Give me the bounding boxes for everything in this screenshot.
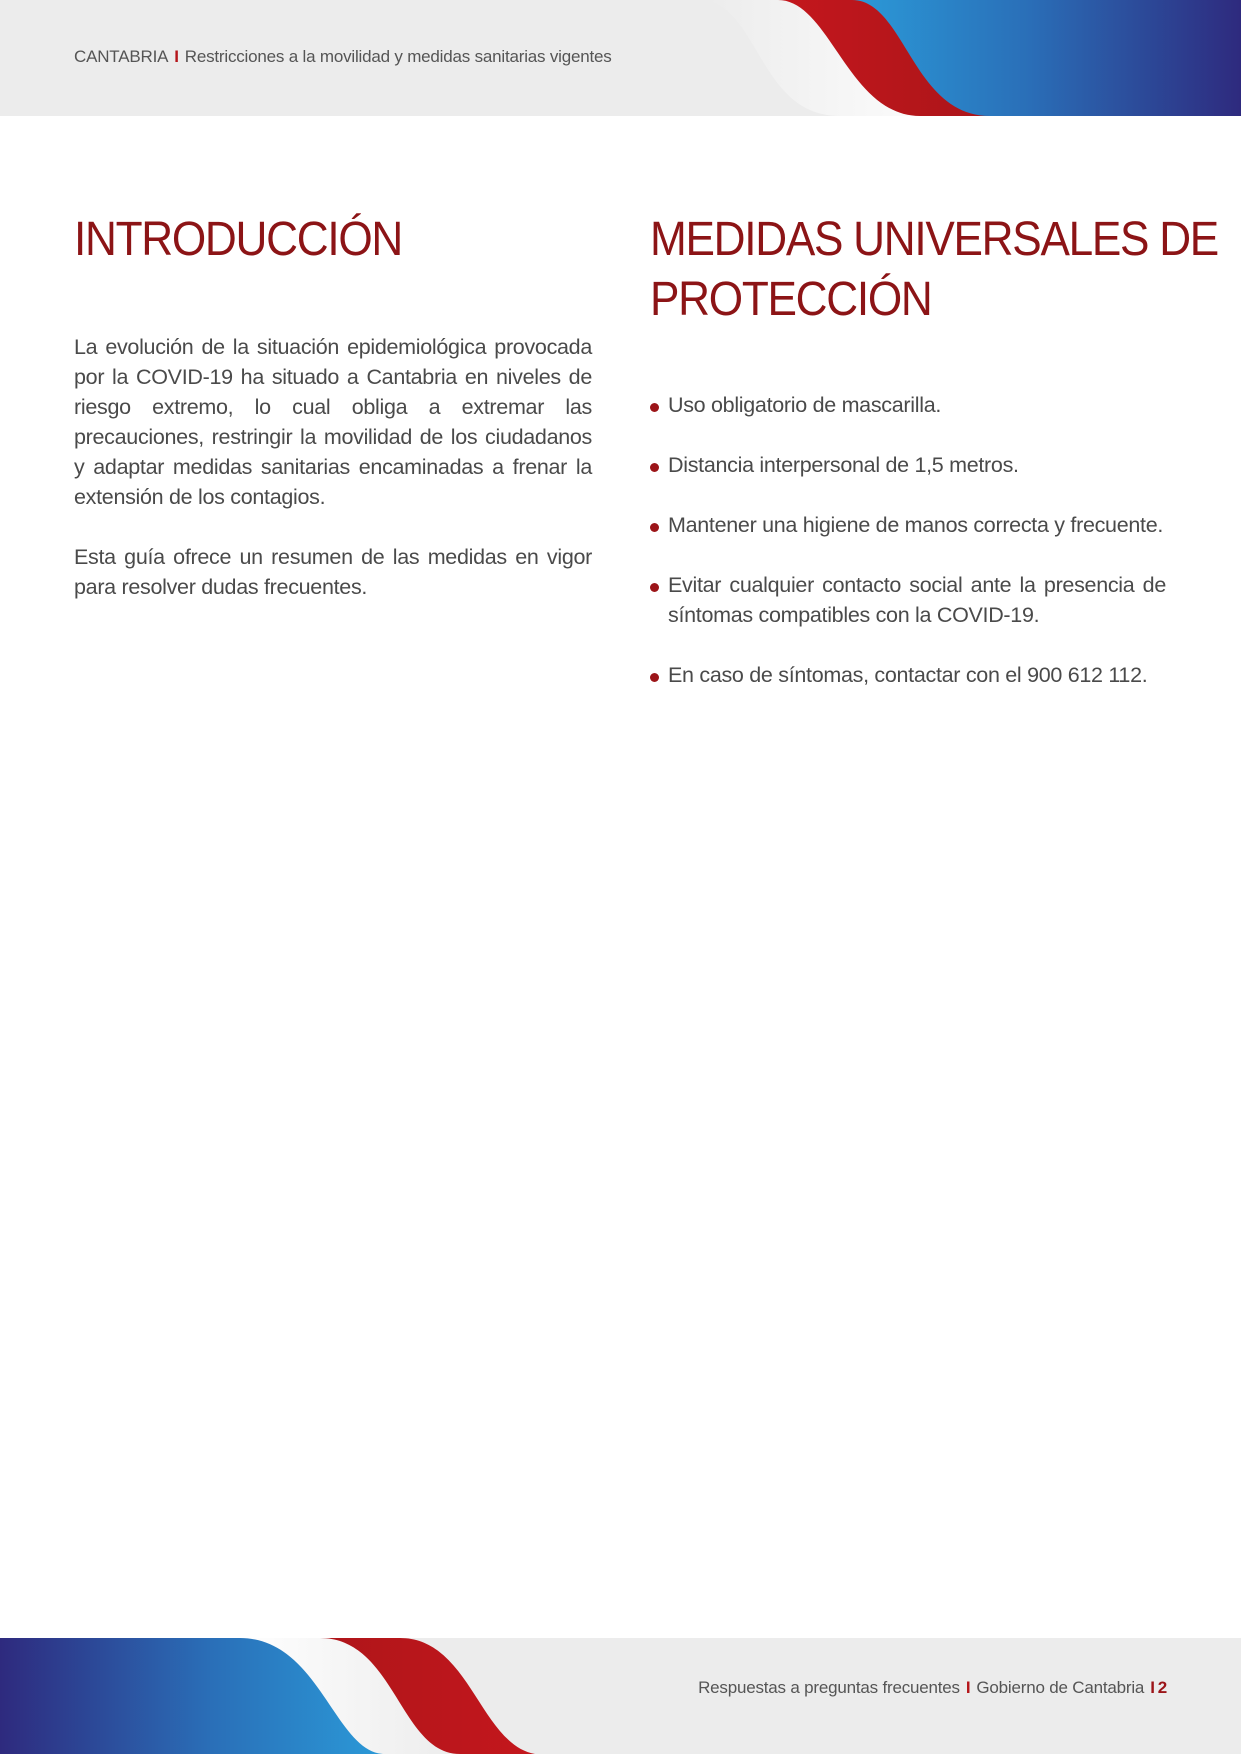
- header-title: [74, 47, 612, 67]
- measure-item: [650, 450, 1166, 480]
- measures-title-line: MEDIDAS UNIVERSALES DE: [650, 213, 1218, 266]
- measures-title-line: PROTECCIÓN: [650, 273, 932, 326]
- footer-separator: I: [965, 1678, 971, 1697]
- page-header: [0, 0, 1241, 116]
- footer-right-text: Gobierno de Cantabria: [976, 1678, 1145, 1697]
- measure-text: Mantener una higiene de manos correcta y frecuente.: [668, 513, 1164, 537]
- introduction-title: INTRODUCCIÓN: [74, 213, 402, 266]
- measures-section: [650, 210, 1218, 720]
- bullet-dot-icon: [650, 523, 659, 532]
- measures-list: [650, 390, 1166, 690]
- page-number: 2: [1157, 1678, 1167, 1697]
- introduction-paragraph: La evolución de la situación epidemiológica provocada por la COVID-19 ha situado a Cantabria en niveles de riesgo extremo, lo cual obliga a extremar las precauciones, restringir la movilidad de los ciudadanos y adaptar medidas sanitarias encaminadas a frenar la extensión de los contagios.: [74, 335, 592, 509]
- header-subtitle: Restricciones a la movilidad y medidas sanitarias vigentes: [184, 47, 612, 66]
- bullet-dot-icon: [650, 673, 659, 682]
- bullet-dot-icon: [650, 403, 659, 412]
- introduction-paragraph: Esta guía ofrece un resumen de las medidas en vigor para resolver dudas frecuentes.: [74, 545, 592, 599]
- introduction-body: [74, 332, 592, 602]
- measure-text: En caso de síntomas, contactar con el 900 612 112.: [668, 663, 1148, 687]
- bullet-dot-icon: [650, 463, 659, 472]
- measure-item: [650, 390, 1166, 420]
- footer-left-text: Respuestas a preguntas frecuentes: [698, 1678, 960, 1697]
- page-footer: [0, 1638, 1241, 1754]
- measure-item: [650, 660, 1166, 690]
- measure-text: Uso obligatorio de mascarilla.: [668, 393, 942, 417]
- measures-title: [650, 210, 1218, 330]
- measure-text: Distancia interpersonal de 1,5 metros.: [668, 453, 1019, 477]
- measure-item: [650, 510, 1166, 540]
- measure-item: [650, 570, 1166, 630]
- footer-title: [698, 1678, 1167, 1698]
- introduction-section: [74, 210, 592, 632]
- header-region: CANTABRIA: [74, 47, 169, 66]
- bullet-dot-icon: [650, 583, 659, 592]
- page-number-separator: I: [1150, 1678, 1155, 1697]
- measure-text: Evitar cualquier contacto social ante la presencia de síntomas compatibles con la COVID-19.: [668, 573, 1166, 627]
- header-separator: I: [174, 47, 179, 66]
